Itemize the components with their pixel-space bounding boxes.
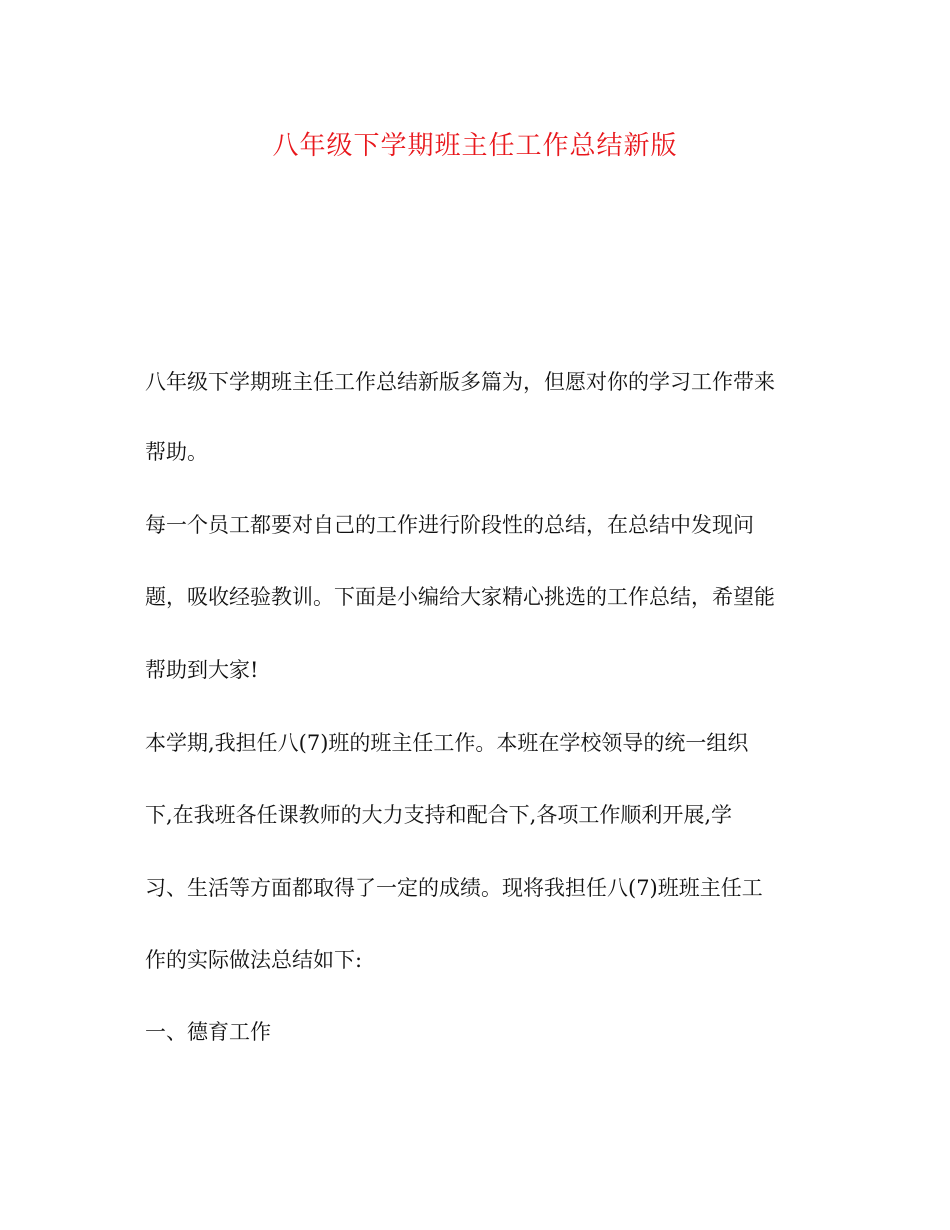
- body-line-6: 本学期,我担任八(7)班的班主任工作。本班在学校领导的统一组织: [145, 731, 749, 755]
- section-heading: 一、德育工作: [145, 1020, 271, 1044]
- body-line-4: 题，吸收经验教训。下面是小编给大家精心挑选的工作总结，希望能: [145, 585, 775, 609]
- document-title: 八年级下学期班主任工作总结新版: [272, 131, 678, 161]
- body-line-9: 作的实际做法总结如下:: [145, 948, 363, 972]
- body-line-5: 帮助到大家!: [145, 658, 259, 682]
- body-line-1: 八年级下学期班主任工作总结新版多篇为，但愿对你的学习工作带来: [145, 370, 775, 394]
- body-line-7: 下,在我班各任课教师的大力支持和配合下,各项工作顺利开展,学: [145, 803, 733, 827]
- body-line-8: 习、生活等方面都取得了一定的成绩。现将我担任八(7)班班主任工: [145, 876, 763, 900]
- body-line-2: 帮助。: [145, 440, 208, 464]
- body-line-3: 每一个员工都要对自己的工作进行阶段性的总结，在总结中发现问: [145, 513, 754, 537]
